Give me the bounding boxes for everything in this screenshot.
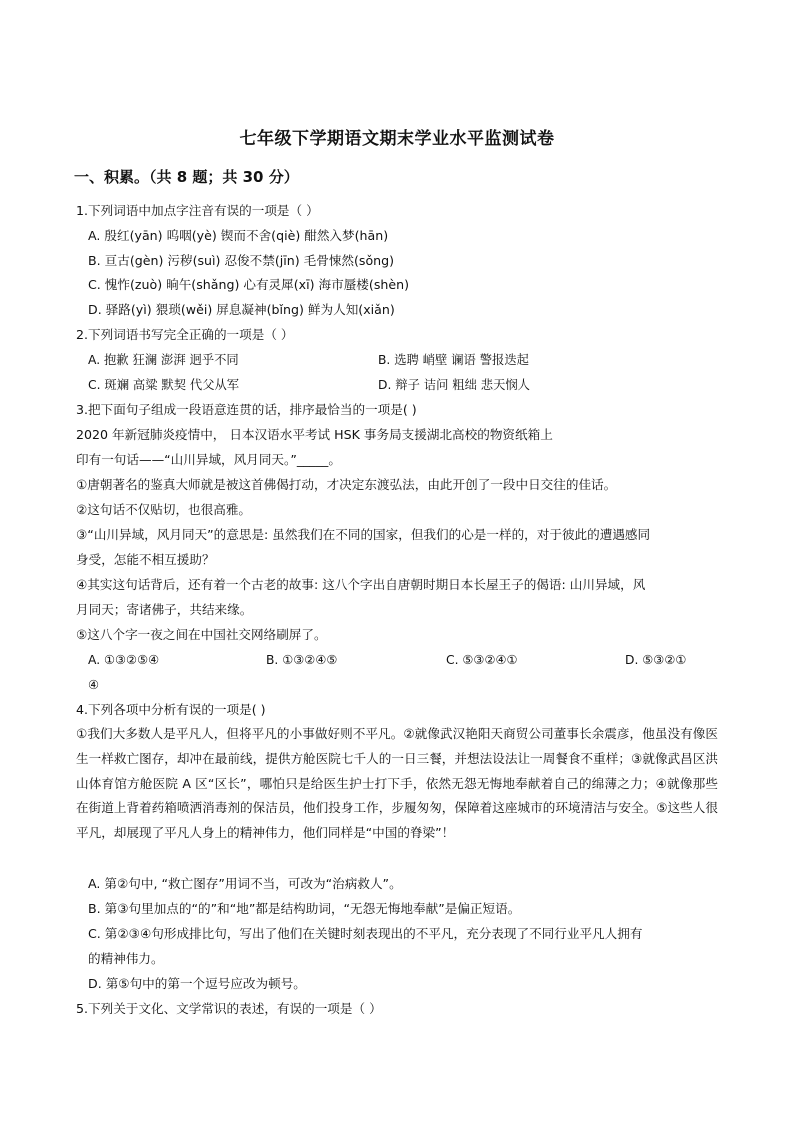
question-1-option-b: B. 亘古(gèn) 污秽(suì) 忍俊不禁(jīn) 毛骨悚然(sǒng) [88,253,395,268]
question-3-sentence-4-cont: 月同天；寄诸佛子，共结来缘。 [76,602,253,617]
question-3-option-d: D. ⑤③②① [625,653,687,667]
question-3-sentence-1: ①唐朝著名的鉴真大师就是被这首佛偈打动，才决定东渡弘法，由此开创了一段中日交往的佳话。 [76,477,617,492]
question-2-option-a: A. 抱歉 狂澜 澎湃 迥乎不同 [88,353,239,367]
question-1-option-a: A. 殷红(yān) 呜咽(yè) 锲而不舍(qiè) 酣然入梦(hān) [88,228,389,243]
question-2-option-c: C. 斑斓 高粱 默契 代父从军 [88,378,240,392]
question-4-option-d: D. 第⑤句中的第一个逗号应改为顿号。 [88,976,306,991]
question-2-stem: 2.下列词语书写完全正确的一项是（ ） [76,327,294,342]
question-1-option-c: C. 愧怍(zuò) 晌午(shǎng) 心有灵犀(xī) 海市蜃楼(shèn) [88,277,409,292]
page-title: 七年级下学期语文期末学业水平监测试卷 [239,129,555,149]
question-4-option-b: B. 第③句里加点的“的”和“地”都是结构助词，“无怨无悔地奉献”是偏正短语。 [88,901,521,916]
question-4-option-c-cont: 的精神伟力。 [88,951,164,966]
question-3-sentence-3-cont: 身受，怎能不相互援助？ [76,552,215,567]
question-2-option-b: B. 选聘 峭壁 谰语 警报迭起 [378,353,529,367]
question-3-sentence-2: ②这句话不仅贴切，也很高雅。 [76,502,252,517]
question-3-option-a: A. ①③②⑤④ [88,653,160,667]
question-3-sentence-3: ③“山川异域，风月同天”的意思是: 虽然我们在不同的国家，但我们的心是一样的，对于彼此的遭遇感同 [76,527,651,542]
question-3-context-line-1: 2020 年新冠肺炎疫情中， 日本汉语水平考试 HSK 事务局支援湖北高校的物资纸箱上 [76,427,553,442]
question-3-context-line-2: 印有一句话——“山川异域，风月同天。”_____。 [76,452,341,467]
question-4-stem: 4.下列各项中分析有误的一项是( ) [76,702,266,717]
question-4-option-a: A. 第②句中, “救亡图存”用词不当，可改为“治病救人”。 [88,876,402,891]
question-3-option-b: B. ①③②④⑤ [266,653,338,667]
question-3-sentence-4: ④其实这句话背后，还有着一个古老的故事: 这八个字出自唐朝时期日本长屋王子的偈语: 山川异域，风 [76,577,646,592]
question-4-option-c: C. 第②③④句形成排比句，写出了他们在关键时刻表现出的不平凡，充分表现了不同行业平凡人拥有 [88,926,643,941]
question-4-passage: ①我们大多数人是平凡人，但将平凡的小事做好则不平凡。②就像武汉艳阳天商贸公司董事长余震彦，他虽没有像医生一样救亡图存，却冲在最前线，提供方舱医院七千人的一日三餐，并想法设法让一周餐食不重样；③就像武昌区洪山体育馆方舱医院 A 区“区长”，哪怕只是给医生护士打下手，依然无怨无悔地奉献着自己的绵薄之力；④就像那些在街道上背着药箱喷洒消毒剂的保洁员，他们投身工作，步履匆匆，保障着这座城市的环境清洁与安全。⑤这些人很平凡，却展现了平凡人身上的精神伟力，他们同样是“中国的脊梁”！ [76,726,718,841]
question-3-option-c: C. ⑤③②④① [446,653,518,667]
question-3-stem: 3.把下面句子组成一段语意连贯的话，排序最恰当的一项是( ) [76,402,417,417]
question-2-option-d: D. 辩子 诘问 粗绌 悲天悯人 [378,378,530,392]
question-3-sentence-5: ⑤这八个字一夜之间在中国社交网络刷屏了。 [76,627,327,642]
question-5-stem: 5.下列关于文化、文学常识的表述，有误的一项是（ ） [76,1001,382,1016]
section-heading: 一、积累。（共 8 题；共 30 分） [74,168,299,186]
question-1-option-d: D. 驿路(yì) 猥琐(wěi) 屏息凝神(bǐng) 鲜为人知(xiǎn) [88,302,395,317]
question-1-stem: 1.下列词语中加点字注音有误的一项是（ ） [76,203,319,218]
question-3-option-d-wrap: ④ [88,678,100,692]
